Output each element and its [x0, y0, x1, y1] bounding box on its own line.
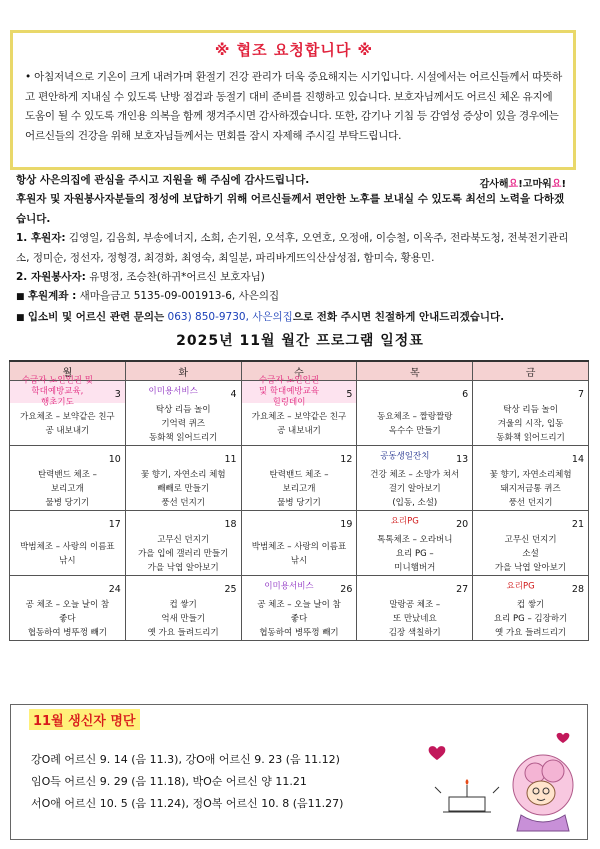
date-number: 7: [577, 389, 584, 400]
date-cell: [357, 446, 473, 469]
date-cell: [241, 511, 357, 534]
square-bullet-icon: ■: [16, 292, 25, 303]
date-number: 3: [114, 389, 121, 400]
notice-box: [10, 30, 576, 170]
activity-cell: 탄력밴드 체조 – 보리고개 물병 당기기: [10, 468, 126, 511]
birthday-box: [10, 704, 588, 840]
birthday-line: 임O득 어르신 9. 29 (음 11.18), 박O순 어르신 양 11.21: [31, 775, 307, 788]
activity-cell: 컵 쌓기 억새 만들기 옛 가요 들려드리기: [125, 598, 241, 641]
event-label: 이미용서비스: [264, 581, 314, 592]
square-bullet-icon: ■: [16, 312, 25, 323]
activity-cell: 건강 체조 – 소망가 쳐서 걸기 알아보기 (입동, 소설): [357, 468, 473, 511]
date-number: 5: [346, 389, 353, 400]
day-header: 수: [241, 361, 357, 381]
day-header: 금: [473, 361, 589, 381]
donors: 1. 후원자: 김영일, 김음희, 부송에너지, 소희, 손기원, 오석후, 오연호, 오정애, 이승철, 이옥주, 전라북도청, 전북전기관리소, 정미순, 정선자, 정형경, 최경화, 최영숙, 최일분, 파리바게뜨익산삼성점, 함미숙, 황용민.: [16, 232, 569, 264]
notice-body: • 아침저녁으로 기온이 크게 내려가며 환절기 건강 관리가 더욱 중요해지는 시기입니다. 시설에서는 어르신들께서 따뜻하고 편안하게 지내실 수 있도록 난방 점검과 동절기 대비 준비를 진행하고 있습니다. 보호자님께서도 어르신 체온 유지에 도움이 될 수 있도록 개인용 의복을 함께 챙겨주시면 감사하겠습니다. 또한, 감기나 기침 등 감염성 증상이 있을 경우에는 어르신들의 건강을 위해 보호자님들께서는 면회를 잠시 자제해 주시길 부탁드립니다.: [25, 71, 563, 142]
date-number: 4: [230, 389, 237, 400]
date-number: 11: [224, 454, 237, 465]
activity-cell: 꽃 향기, 자연소리 체험 빼빼로 만들기 풍선 던지기: [125, 468, 241, 511]
event-label: 이미용서비스: [148, 386, 198, 397]
date-cell: [241, 446, 357, 469]
activity-cell: 박범체조 – 사랑의 이름표 낚시: [241, 533, 357, 576]
activity-cell: 고무신 던지기 소설 가을 낙엽 알아보기: [473, 533, 589, 576]
event-label: 공동생일잔치: [380, 451, 430, 462]
date-cell: [473, 511, 589, 534]
schedule-title: 2025년 11월 월간 프로그램 일정표: [176, 333, 424, 349]
date-number: 27: [456, 584, 469, 595]
activity-cell: 공 체조 – 오늘 날이 참 좋다 협동하여 병뚜껑 빼기: [10, 598, 126, 641]
activity-cell: 박범체조 – 사랑의 이름표 낚시: [10, 533, 126, 576]
date-number: 25: [224, 584, 237, 595]
cake-icon: [435, 779, 499, 812]
event-label: 수급자 노인인권 및 학대예방교육, 행초기도: [21, 375, 93, 408]
date-cell: [125, 446, 241, 469]
event-label: 요리PG: [506, 581, 535, 592]
grandmother-figure: [513, 755, 573, 831]
activity-cell: 톡톡체조 – 오라버니 요리 PG – 미니햄버거: [357, 533, 473, 576]
date-cell: [473, 576, 589, 599]
activity-cell: 컵 쌓기 요리 PG – 김장하기 옛 가요 들려드리기: [473, 598, 589, 641]
event-label: 수급자 노인인권 및 학대예방교육 힐링데이: [258, 375, 320, 408]
contact: ■ 입소비 및 어르신 관련 문의는 063) 850-9730, 사은의집으로 전화 주시면 친절하게 안내드리겠습니다.: [16, 310, 505, 323]
thanks-line2: 후원자 및 자원봉사자분들의 정성에 보답하기 위해 어르신들께서 편안한 노후를 보내실 수 있도록 최선의 노력을 다하겠습니다.: [16, 193, 565, 225]
day-header: 목: [357, 361, 473, 381]
program-calendar: [9, 360, 589, 641]
notice-title: ※ 협조 요청합니다 ※: [214, 41, 374, 59]
date-cell: [357, 576, 473, 599]
date-cell: [125, 511, 241, 534]
contact-phone[interactable]: 063) 850-9730, 사은의집: [167, 310, 293, 323]
date-number: 28: [571, 584, 584, 595]
heart-icon: [557, 733, 570, 743]
date-cell: [125, 576, 241, 599]
activity-cell: 말랑공 체조 – 또 만났네요 김장 색칠하기: [357, 598, 473, 641]
date-number: 12: [340, 454, 353, 465]
activity-cell: 가요체조 – 보약같은 친구 공 내보내기: [241, 403, 357, 446]
grandmother-illustration: [413, 727, 583, 837]
date-cell: [10, 511, 126, 534]
activity-cell: 고무신 던지기 가을 입에 갤러리 만들기 가을 낙엽 알아보기: [125, 533, 241, 576]
volunteers: 2. 자원봉사자: 유명정, 조승찬(하귀*어르신 보호자님): [16, 271, 265, 284]
date-number: 26: [340, 584, 353, 595]
date-number: 18: [224, 519, 237, 530]
date-cell: [241, 576, 357, 599]
activity-cell: 꽃 향기, 자연소리체험 돼지저금통 퀴즈 풍선 던지기: [473, 468, 589, 511]
activity-cell: 공 체조 – 오늘 날이 참 좋다 협동하여 병뚜껑 빼기: [241, 598, 357, 641]
date-cell: [473, 381, 589, 404]
date-cell: [357, 511, 473, 534]
date-cell: [10, 375, 126, 408]
date-cell: [241, 375, 357, 408]
date-number: 20: [456, 519, 469, 530]
thanks-line1: 항상 사은의집에 관심을 주시고 지원을 해 주심에 감사드립니다.: [16, 174, 310, 186]
birthday-line: 서O애 어르신 10. 5 (음 11.24), 정O복 어르신 10. 8 (음11.27): [31, 797, 344, 810]
date-cell: [125, 381, 241, 404]
date-number: 13: [456, 454, 469, 465]
thanks-badge: 감사해요!고마워요!: [479, 179, 566, 190]
date-number: 24: [108, 584, 121, 595]
activity-cell: 탁상 리듬 놀이 겨울의 시작, 입동 동화책 읽어드리기: [473, 403, 589, 446]
activity-cell: 탄력밴드 체조 – 보리고개 물병 당기기: [241, 468, 357, 511]
day-header: 월: [10, 361, 126, 381]
date-cell: [357, 381, 473, 404]
date-cell: [10, 446, 126, 469]
activity-cell: 가요체조 – 보약같은 친구 공 내보내기: [10, 403, 126, 446]
date-cell: [473, 446, 589, 469]
thanks-section: [10, 171, 576, 328]
activity-cell: 탁상 리듬 놀이 기억력 퀴즈 동화책 읽어드리기: [125, 403, 241, 446]
day-header: 화: [125, 361, 241, 381]
date-number: 10: [108, 454, 121, 465]
heart-icon: [429, 746, 446, 760]
activity-cell: 동요체조 – 짤랑짤랑 옥수수 만들기: [357, 403, 473, 446]
event-label: 요리PG: [390, 516, 419, 527]
date-number: 19: [340, 519, 353, 530]
date-number: 17: [108, 519, 121, 530]
birthday-title: 11월 생신자 명단: [29, 709, 140, 730]
date-number: 21: [571, 519, 584, 530]
date-number: 14: [571, 454, 584, 465]
date-cell: [10, 576, 126, 599]
birthday-list: [31, 749, 343, 815]
date-number: 6: [462, 389, 469, 400]
account: ■ 후원계좌 : 새마을금고 5135-09-001913-6, 사은의집: [16, 290, 280, 303]
birthday-line: 강O례 어르신 9. 14 (음 11.3), 강O애 어르신 9. 23 (음 11.12): [31, 753, 340, 766]
